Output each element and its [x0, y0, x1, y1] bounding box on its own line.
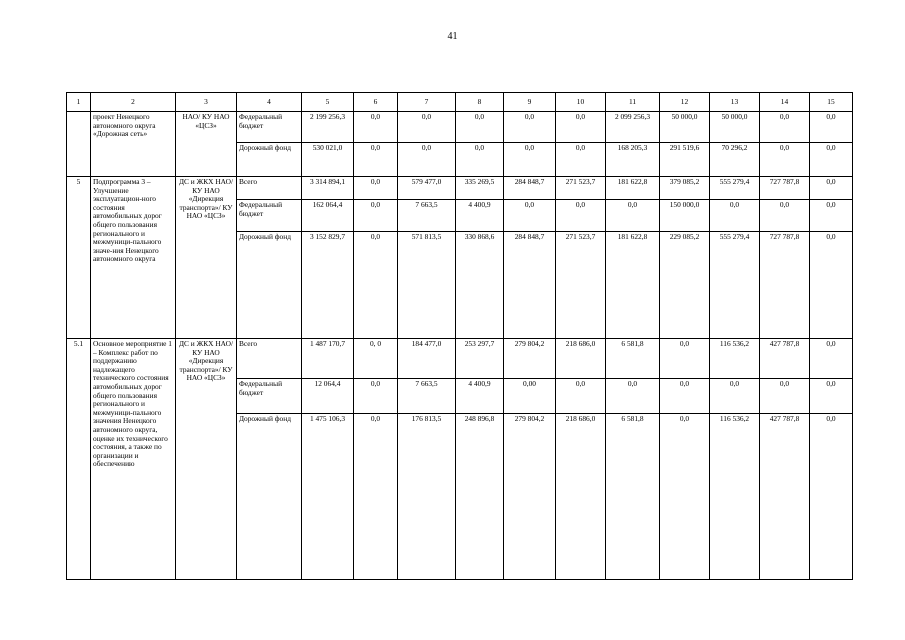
header-cell: 5	[302, 93, 354, 112]
header-row	[67, 93, 853, 112]
value-cell: 0,0	[660, 339, 710, 379]
value-cell: 579 477,0	[398, 177, 456, 200]
value-cell: 116 536,2	[710, 414, 760, 580]
value-cell: 0,0	[760, 143, 810, 177]
value-cell: 0,0	[556, 143, 606, 177]
value-cell: 253 297,7	[456, 339, 504, 379]
activity-name-cell: проект Ненецкого автономного округа «Дорожная сеть»	[91, 112, 176, 177]
value-cell: 4 400,9	[456, 200, 504, 232]
value-cell: 0,0	[810, 143, 853, 177]
value-cell: 7 663,5	[398, 200, 456, 232]
value-cell: 291 519,6	[660, 143, 710, 177]
value-cell: 0,0	[556, 379, 606, 414]
value-cell: 218 686,0	[556, 414, 606, 580]
header-cell: 9	[504, 93, 556, 112]
value-cell: 0,0	[810, 379, 853, 414]
funding-source-cell: Федеральный бюджет	[237, 112, 302, 143]
value-cell: 229 085,2	[660, 232, 710, 339]
table-row	[67, 177, 853, 200]
funding-source-cell: Дорожный фонд	[237, 414, 302, 580]
value-cell: 0,0	[606, 379, 660, 414]
value-cell: 1 487 170,7	[302, 339, 354, 379]
program-table	[66, 92, 853, 580]
value-cell: 530 021,0	[302, 143, 354, 177]
value-cell: 335 269,5	[456, 177, 504, 200]
value-cell: 0,0	[456, 143, 504, 177]
funding-source-cell: Дорожный фонд	[237, 232, 302, 339]
value-cell: 0,0	[760, 112, 810, 143]
value-cell: 0,0	[354, 177, 398, 200]
header-cell: 11	[606, 93, 660, 112]
value-cell: 1 475 106,3	[302, 414, 354, 580]
value-cell: 571 813,5	[398, 232, 456, 339]
value-cell: 4 400,9	[456, 379, 504, 414]
header-cell: 15	[810, 93, 853, 112]
responsible-cell: ДС и ЖКХ НАО/ КУ НАО «Дирекция транспорта»/ КУ НАО «ЦСЗ»	[176, 177, 237, 339]
value-cell: 0,0	[354, 414, 398, 580]
value-cell: 0,0	[504, 200, 556, 232]
value-cell: 0,0	[760, 379, 810, 414]
value-cell: 6 581,8	[606, 414, 660, 580]
value-cell: 6 581,8	[606, 339, 660, 379]
value-cell: 0,0	[456, 112, 504, 143]
header-cell: 4	[237, 93, 302, 112]
value-cell: 0,0	[710, 379, 760, 414]
funding-source-cell: Федеральный бюджет	[237, 379, 302, 414]
value-cell: 2 099 256,3	[606, 112, 660, 143]
page-number: 41	[447, 31, 458, 42]
value-cell: 2 199 256,3	[302, 112, 354, 143]
value-cell: 70 296,2	[710, 143, 760, 177]
header-cell: 7	[398, 93, 456, 112]
value-cell: 12 064,4	[302, 379, 354, 414]
value-cell: 0,0	[606, 200, 660, 232]
table-row	[67, 339, 853, 379]
header-cell: 13	[710, 93, 760, 112]
header-cell: 3	[176, 93, 237, 112]
value-cell: 176 813,5	[398, 414, 456, 580]
value-cell: 181 622,8	[606, 177, 660, 200]
responsible-cell: НАО/ КУ НАО «ЦСЗ»	[176, 112, 237, 177]
value-cell: 50 000,0	[710, 112, 760, 143]
header-cell: 10	[556, 93, 606, 112]
value-cell: 0,0	[810, 414, 853, 580]
value-cell: 0,0	[398, 143, 456, 177]
value-cell: 727 787,8	[760, 232, 810, 339]
value-cell: 50 000,0	[660, 112, 710, 143]
value-cell: 0,0	[398, 112, 456, 143]
value-cell: 0,0	[504, 143, 556, 177]
header-cell: 6	[354, 93, 398, 112]
value-cell: 150 000,0	[660, 200, 710, 232]
funding-source-cell: Дорожный фонд	[237, 143, 302, 177]
value-cell: 0,0	[660, 379, 710, 414]
value-cell: 0,0	[710, 200, 760, 232]
funding-source-cell: Всего	[237, 339, 302, 379]
value-cell: 555 279,4	[710, 177, 760, 200]
value-cell: 284 848,7	[504, 232, 556, 339]
funding-source-cell: Всего	[237, 177, 302, 200]
row-number-cell: 5.1	[67, 339, 91, 580]
row-number-cell: 5	[67, 177, 91, 339]
value-cell: 555 279,4	[710, 232, 760, 339]
header-cell: 12	[660, 93, 710, 112]
value-cell: 218 686,0	[556, 339, 606, 379]
value-cell: 0,0	[810, 112, 853, 143]
value-cell: 0,0	[760, 200, 810, 232]
value-cell: 727 787,8	[760, 177, 810, 200]
value-cell: 181 622,8	[606, 232, 660, 339]
value-cell: 379 085,2	[660, 177, 710, 200]
value-cell: 0,0	[810, 200, 853, 232]
value-cell: 0, 0	[354, 339, 398, 379]
value-cell: 279 804,2	[504, 339, 556, 379]
value-cell: 0,00	[504, 379, 556, 414]
activity-name-cell: Подпрограмма 3 – Улучшение эксплуатацион-ного состояния автомобильных дорог общего пользования регионального и межмуници-пального значе-ния Ненецкого автономного округа	[91, 177, 176, 339]
activity-name-cell: Основное мероприятие 1 – Комплекс работ по поддержанию надлежащего технического состояния автомобильных дорог общего пользования регионального и межмуници-пального значения Ненецкого автономного округа, оценке их технического состояния, а также по организации и обеспечению	[91, 339, 176, 580]
value-cell: 0,0	[354, 379, 398, 414]
value-cell: 330 868,6	[456, 232, 504, 339]
value-cell: 248 896,8	[456, 414, 504, 580]
header-cell: 1	[67, 93, 91, 112]
value-cell: 162 064,4	[302, 200, 354, 232]
value-cell: 427 787,8	[760, 339, 810, 379]
value-cell: 184 477,0	[398, 339, 456, 379]
header-cell: 14	[760, 93, 810, 112]
value-cell: 168 205,3	[606, 143, 660, 177]
header-cell: 2	[91, 93, 176, 112]
row-number-cell	[67, 112, 91, 177]
responsible-cell: ДС и ЖКХ НАО/ КУ НАО «Дирекция транспорта»/ КУ НАО «ЦСЗ»	[176, 339, 237, 580]
value-cell: 0,0	[556, 200, 606, 232]
value-cell: 0,0	[354, 200, 398, 232]
value-cell: 7 663,5	[398, 379, 456, 414]
value-cell: 0,0	[556, 112, 606, 143]
value-cell: 0,0	[810, 177, 853, 200]
value-cell: 271 523,7	[556, 177, 606, 200]
value-cell: 3 314 894,1	[302, 177, 354, 200]
table-row	[67, 112, 853, 143]
value-cell: 0,0	[354, 143, 398, 177]
value-cell: 0,0	[660, 414, 710, 580]
value-cell: 279 804,2	[504, 414, 556, 580]
value-cell: 271 523,7	[556, 232, 606, 339]
funding-source-cell: Федеральный бюджет	[237, 200, 302, 232]
value-cell: 3 152 829,7	[302, 232, 354, 339]
value-cell: 427 787,8	[760, 414, 810, 580]
value-cell: 0,0	[810, 339, 853, 379]
value-cell: 0,0	[354, 232, 398, 339]
value-cell: 0,0	[354, 112, 398, 143]
value-cell: 284 848,7	[504, 177, 556, 200]
value-cell: 116 536,2	[710, 339, 760, 379]
value-cell: 0,0	[504, 112, 556, 143]
value-cell: 0,0	[810, 232, 853, 339]
header-cell: 8	[456, 93, 504, 112]
